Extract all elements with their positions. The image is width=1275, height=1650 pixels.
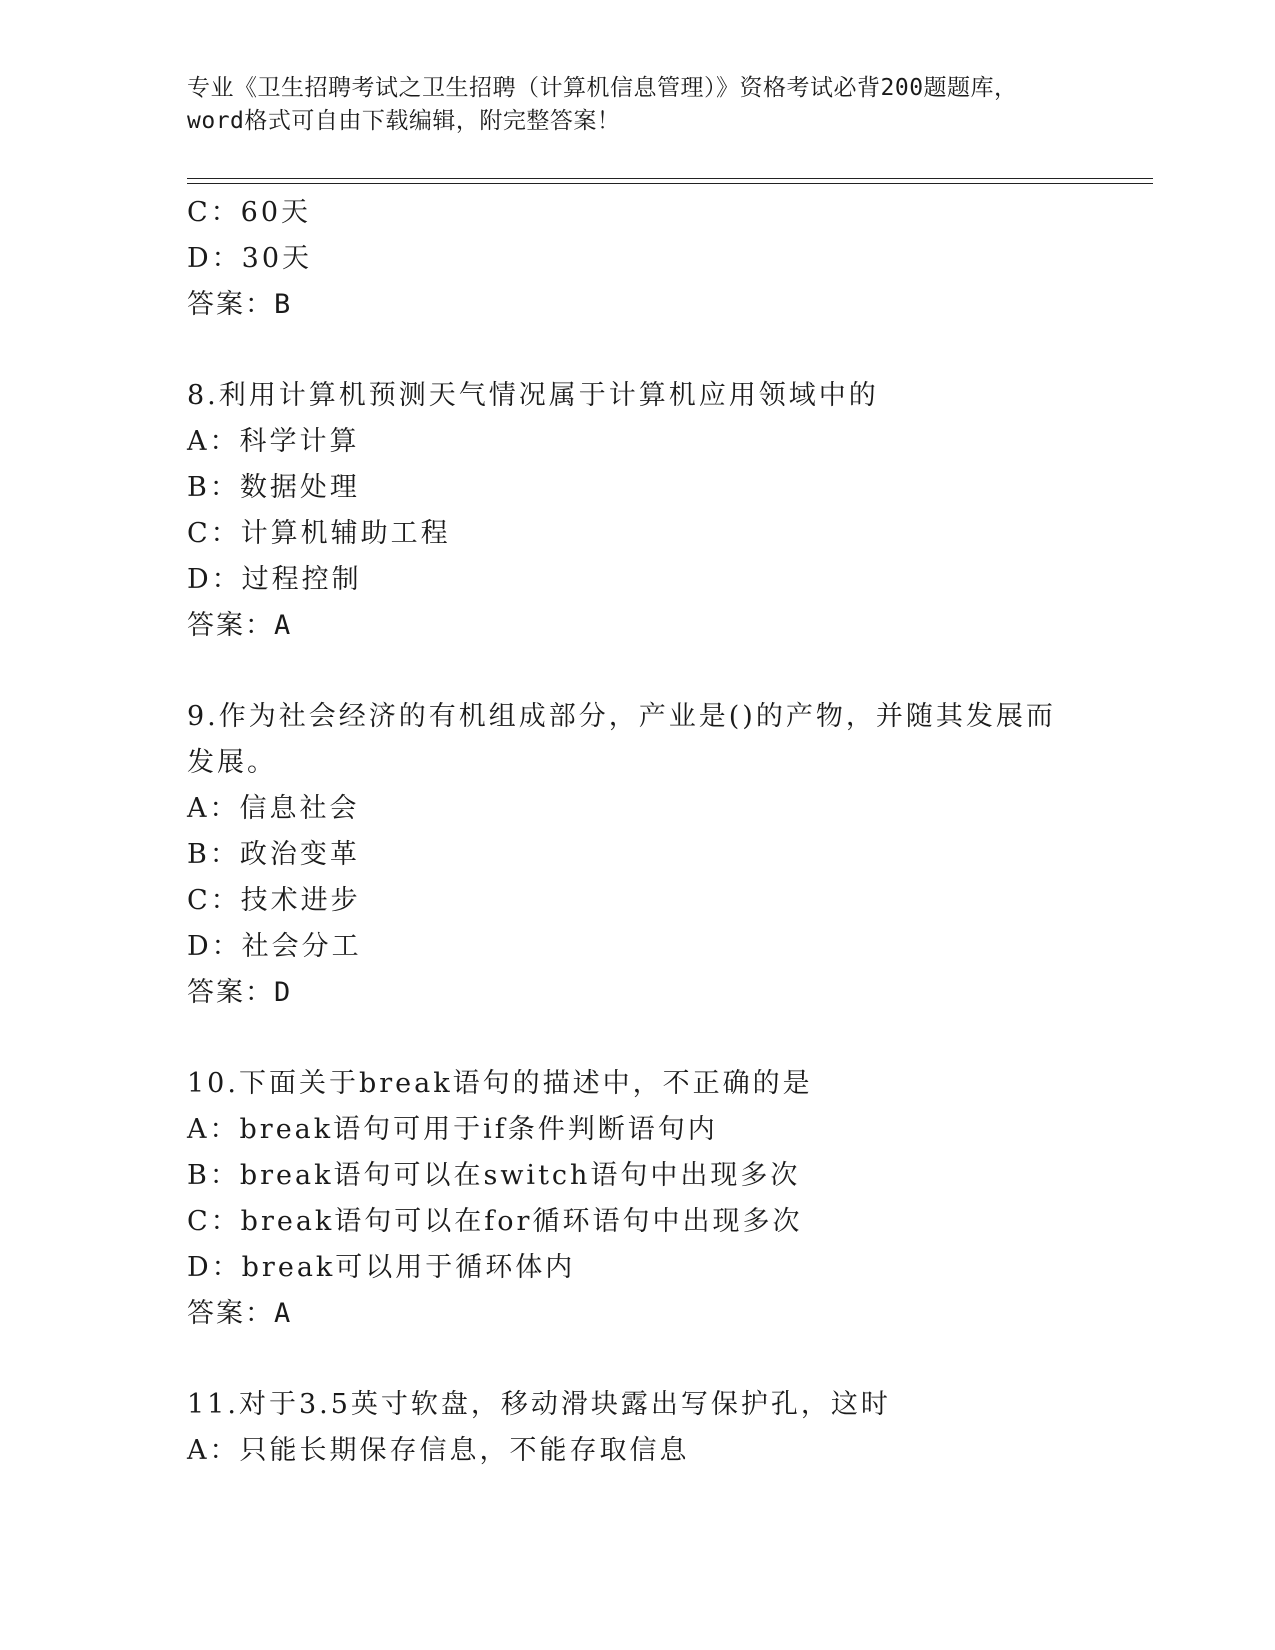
question-block-8 <box>187 373 1147 649</box>
question-block-10 <box>187 1061 1147 1337</box>
answer-label: 答案：A <box>187 610 293 641</box>
option-d: D：break可以用于循环体内 <box>187 1252 576 1283</box>
option-b: B：政治变革 <box>187 839 360 870</box>
header-divider-bottom <box>187 183 1153 184</box>
option-b: B：break语句可以在switch语句中出现多次 <box>187 1160 801 1191</box>
option-c: C：60天 <box>187 197 312 228</box>
prev-question-block <box>187 190 1147 328</box>
question-title: 10.下面关于break语句的描述中，不正确的是 <box>187 1068 813 1099</box>
option-c: C：计算机辅助工程 <box>187 518 451 549</box>
answer-label: 答案：A <box>187 1298 293 1329</box>
option-d: D：30天 <box>187 243 313 274</box>
header-title-line2: word格式可自由下载编辑，附完整答案！ <box>187 108 621 134</box>
document-header <box>187 72 1087 138</box>
answer-label: 答案：D <box>187 977 293 1008</box>
option-c: C：技术进步 <box>187 885 361 916</box>
option-c: C：break语句可以在for循环语句中出现多次 <box>187 1206 803 1237</box>
header-divider-top <box>187 178 1153 179</box>
option-a: A：break语句可用于if条件判断语句内 <box>187 1114 718 1145</box>
question-title: 11.对于3.5英寸软盘，移动滑块露出写保护孔，这时 <box>187 1389 891 1420</box>
option-d: D：社会分工 <box>187 931 362 962</box>
answer-label: 答案：B <box>187 289 293 320</box>
question-title: 9.作为社会经济的有机组成部分，产业是()的产物，并随其发展而发展。 <box>187 701 1056 778</box>
header-title-line1: 专业《卫生招聘考试之卫生招聘（计算机信息管理）》资格考试必背200题题库， <box>187 75 1018 101</box>
question-block-11 <box>187 1382 1147 1474</box>
option-a: A：科学计算 <box>187 426 360 457</box>
option-d: D：过程控制 <box>187 564 362 595</box>
question-title: 8.利用计算机预测天气情况属于计算机应用领域中的 <box>187 380 879 411</box>
option-a: A：信息社会 <box>187 793 360 824</box>
option-b: B：数据处理 <box>187 472 360 503</box>
option-a: A：只能长期保存信息，不能存取信息 <box>187 1435 690 1466</box>
question-block-9 <box>187 694 1147 1016</box>
question-content <box>187 190 1147 1474</box>
